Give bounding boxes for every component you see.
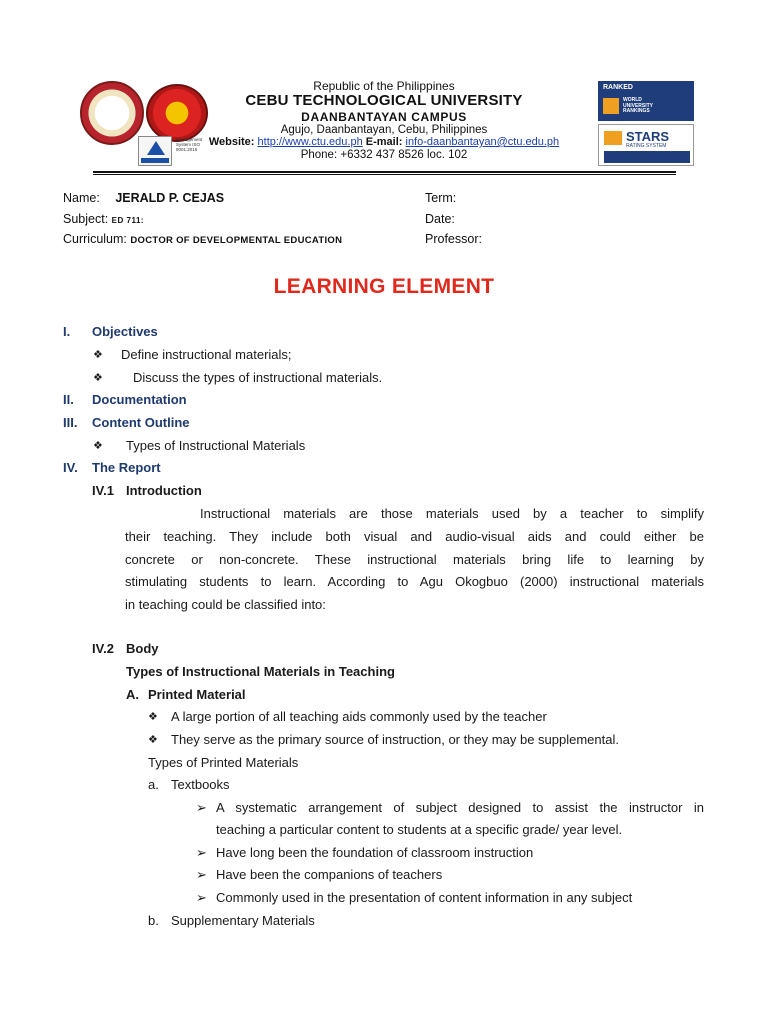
intro-paragraph-line: Instructional materials are those materials used by a teacher to simplify bbox=[200, 506, 704, 521]
body-number: IV.2 bbox=[92, 641, 114, 656]
website-link[interactable]: http://www.ctu.edu.ph bbox=[257, 136, 363, 148]
date-label: Date: bbox=[425, 212, 455, 226]
diamond-bullet-icon: ❖ bbox=[93, 372, 103, 384]
qs-ranked-label: RANKED bbox=[603, 84, 633, 91]
qs-logo-icon bbox=[603, 98, 619, 114]
intro-paragraph-line: their teaching. They include both visual and audio-visual aids and could either be bbox=[125, 529, 704, 544]
email-label: E-mail: bbox=[365, 136, 403, 148]
types-heading: Types of Instructional Materials in Teaching bbox=[126, 664, 395, 679]
campus-name: DAANBANTAYAN CAMPUS bbox=[301, 110, 467, 124]
types-printed-label: Types of Printed Materials bbox=[148, 755, 299, 770]
section-3-number: III. bbox=[63, 415, 78, 430]
textbook-point-continued: teaching a particular content to students at a specific grade/ year level. bbox=[216, 822, 623, 837]
subject-value: ED 711: bbox=[111, 216, 145, 225]
section-1-number: I. bbox=[63, 324, 71, 339]
arrow-bullet-icon: ➢ bbox=[196, 890, 207, 905]
address: Agujo, Daanbantayan, Cebu, Philippines bbox=[280, 124, 488, 136]
diamond-bullet-icon: ❖ bbox=[148, 711, 158, 723]
term-label: Term: bbox=[425, 191, 457, 205]
curriculum-value: DOCTOR OF DEVELOPMENTAL EDUCATION bbox=[130, 235, 343, 246]
supplementary-marker: b. bbox=[148, 913, 159, 928]
diamond-bullet-icon: ❖ bbox=[93, 349, 103, 361]
qs-ranked-badge bbox=[598, 81, 694, 121]
intro-number: IV.1 bbox=[92, 483, 114, 498]
website-label: Website: bbox=[208, 136, 255, 148]
phone: Phone: +6332 437 8526 loc. 102 bbox=[300, 149, 468, 161]
subject-row bbox=[63, 212, 144, 226]
arrow-bullet-icon: ➢ bbox=[196, 867, 207, 882]
professor-label: Professor: bbox=[425, 232, 482, 246]
textbooks-label: Textbooks bbox=[171, 777, 230, 792]
university-name: CEBU TECHNOLOGICAL UNIVERSITY bbox=[245, 92, 523, 109]
qs-stars-label: STARS bbox=[626, 129, 670, 144]
stars-rating-bar bbox=[604, 151, 690, 163]
email-link[interactable]: info-daanbantayan@ctu.edu.ph bbox=[405, 136, 560, 148]
objective-item: Discuss the types of instructional materials. bbox=[133, 370, 383, 385]
intro-paragraph-line: stimulating students to learn. According to Agu Okogbuo (2000) instructional materials bbox=[125, 574, 704, 589]
section-3-title: Content Outline bbox=[92, 415, 190, 430]
section-2-number: II. bbox=[63, 392, 74, 407]
management-system-text: Management System ISO 9001:2015 bbox=[176, 137, 203, 152]
diamond-bullet-icon: ❖ bbox=[148, 734, 158, 746]
printed-material-item: A large portion of all teaching aids commonly used by the teacher bbox=[171, 709, 547, 724]
body-title: Body bbox=[126, 641, 159, 656]
textbook-point: Have long been the foundation of classroom instruction bbox=[216, 845, 534, 860]
textbook-point: A systematic arrangement of subject designed to assist the instructor in bbox=[216, 800, 704, 815]
textbook-point: Have been the companions of teachers bbox=[216, 867, 443, 882]
content-outline-item: Types of Instructional Materials bbox=[126, 438, 306, 453]
header-divider bbox=[93, 171, 676, 175]
intro-title: Introduction bbox=[126, 483, 202, 498]
qs-stars-logo-icon bbox=[604, 131, 622, 145]
curriculum-label: Curriculum: bbox=[63, 232, 127, 246]
objective-item: Define instructional materials; bbox=[121, 347, 292, 362]
diamond-bullet-icon: ❖ bbox=[93, 440, 103, 452]
qs-rating-label: RATING SYSTEM bbox=[626, 143, 667, 149]
republic-text: Republic of the Philippines bbox=[313, 79, 455, 93]
name-value: JERALD P. CEJAS bbox=[115, 191, 225, 205]
qs-rankings-text: WORLD UNIVERSITY RANKINGS bbox=[623, 97, 654, 114]
name-label: Name: bbox=[63, 191, 100, 205]
section-4-title: The Report bbox=[92, 460, 161, 475]
subsection-a-label: A. bbox=[126, 687, 139, 702]
section-4-number: IV. bbox=[63, 460, 78, 475]
curriculum-row bbox=[63, 232, 342, 246]
arrow-bullet-icon: ➢ bbox=[196, 845, 207, 860]
supplementary-label: Supplementary Materials bbox=[171, 913, 315, 928]
textbooks-marker: a. bbox=[148, 777, 159, 792]
qs-stars-badge bbox=[598, 124, 694, 166]
intro-paragraph-line: in teaching could be classified into: bbox=[125, 597, 326, 612]
intro-paragraph-line: concrete or non-concrete. These instructional materials bring life to learning by bbox=[125, 552, 704, 567]
subsection-a-title: Printed Material bbox=[148, 687, 246, 702]
section-2-title: Documentation bbox=[92, 392, 187, 407]
arrow-bullet-icon: ➢ bbox=[196, 800, 207, 815]
printed-material-item: They serve as the primary source of instruction, or they may be supplemental. bbox=[171, 732, 619, 747]
section-1-title: Objectives bbox=[92, 324, 158, 339]
name-row bbox=[63, 191, 224, 205]
subject-label: Subject: bbox=[63, 212, 109, 226]
textbook-point: Commonly used in the presentation of content information in any subject bbox=[216, 890, 633, 905]
page-title: LEARNING ELEMENT bbox=[273, 275, 495, 298]
